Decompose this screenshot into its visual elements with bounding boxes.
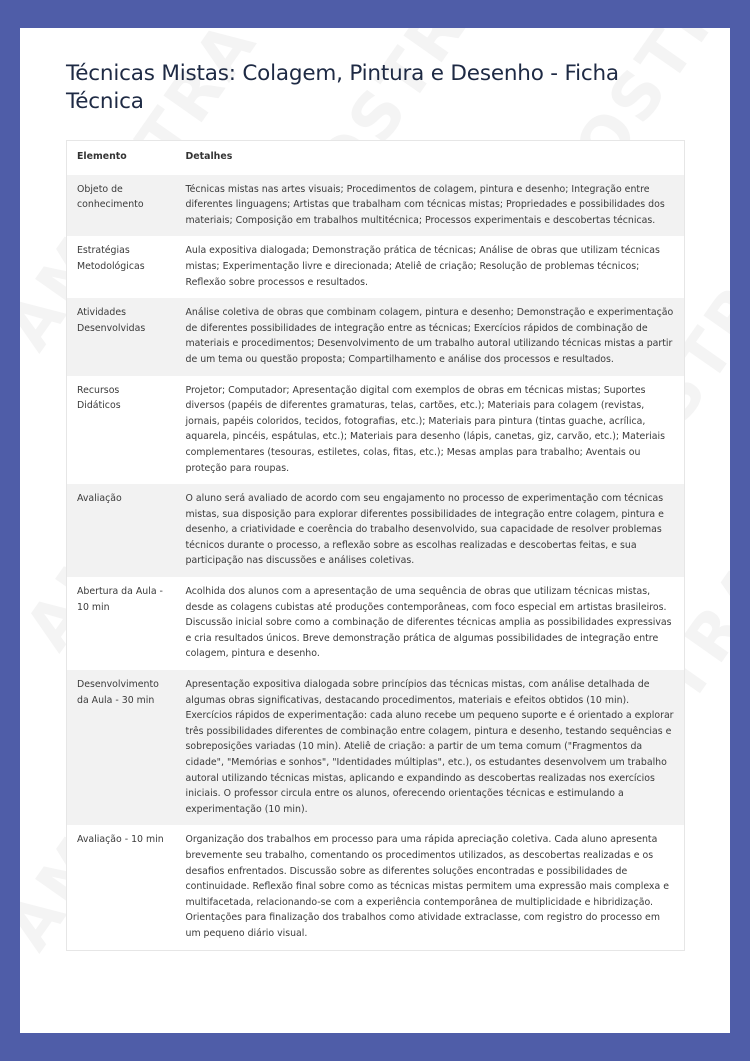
- row-details: Apresentação expositiva dialogada sobre princípios das técnicas mistas, com análise detalhada de algumas obras significativas, destacando procedimentos, materiais e efeitos obtidos (10 min). Exercícios rápidos de experimentação: cada aluno recebe um pequeno suporte e é orientado a explorar três possibilidades diferentes de combinação entre colagem, pintura e desenho, testando sequências e sobreposições variadas (10 min). Ateliê de criação: a partir de um tema comum ("Fragmentos da cidade", "Memórias e sonhos", "Identidades múltiplas", etc.), os estudantes desenvolvem um trabalho autoral utilizando técnicas mistas, aplicando e expandindo as descobertas realizadas nos exercícios iniciais. O professor circula entre os alunos, oferecendo orientações técnicas e estimulando a experimentação (10 min).: [176, 670, 685, 825]
- row-details: Aula expositiva dialogada; Demonstração prática de técnicas; Análise de obras que utilizam técnicas mistas; Experimentação livre e direcionada; Ateliê de criação; Resolução de problemas técnicos; Reflexão sobre processos e resultados.: [176, 236, 685, 298]
- row-details: Organização dos trabalhos em processo para uma rápida apreciação coletiva. Cada aluno apresenta brevemente seu trabalho, comentando os procedimentos utilizados, as descobertas realizadas e os desafios enfrentados. Discussão sobre as diferentes soluções encontradas e possibilidades de continuidade. Reflexão final sobre como as técnicas mistas permitem uma expressão mais complexa e multifacetada, relacionando-se com a experiência contemporânea de multiplicidade e hibridização. Orientações para finalização dos trabalhos como atividade extraclasse, com registro do processo em um pequeno diário visual.: [176, 825, 685, 950]
- row-label: Abertura da Aula - 10 min: [67, 577, 176, 670]
- row-details: Projetor; Computador; Apresentação digital com exemplos de obras em técnicas mistas; Suportes diversos (papéis de diferentes gramaturas, telas, cartões, etc.); Materiais para colagem (revistas, jornais, papéis coloridos, tecidos, fotografias, etc.); Materiais para pintura (tintas guache, acrílica, aquarela, pincéis, espátulas, etc.); Materiais para desenho (lápis, canetas, giz, carvão, etc.); Materiais complementares (tesouras, estiletes, colas, fitas, etc.); Mesas amplas para trabalho; Aventais ou proteção para roupas.: [176, 376, 685, 485]
- column-header-elemento: Elemento: [67, 141, 176, 175]
- table-row: [67, 298, 685, 375]
- document-page: [20, 28, 730, 1033]
- row-details: Acolhida dos alunos com a apresentação de uma sequência de obras que utilizam técnicas mistas, desde as colagens cubistas até produções contemporâneas, com foco especial em artistas brasileiros. Discussão inicial sobre como a combinação de diferentes técnicas amplia as possibilidades expressivas e cria resultados únicos. Breve demonstração prática de algumas possibilidades de integração entre colagem, pintura e desenho.: [176, 577, 685, 670]
- row-label: Estratégias Metodológicas: [67, 236, 176, 298]
- row-label: Objeto de conhecimento: [67, 175, 176, 237]
- table-row: [67, 577, 685, 670]
- table-header-row: [67, 141, 685, 175]
- table-row: [67, 175, 685, 237]
- page-title: Técnicas Mistas: Colagem, Pintura e Desenho - Ficha Técnica: [66, 61, 619, 114]
- table-row: [67, 825, 685, 950]
- row-label: Atividades Desenvolvidas: [67, 298, 176, 375]
- row-details: Técnicas mistas nas artes visuais; Procedimentos de colagem, pintura e desenho; Integração entre diferentes linguagens; Artistas que trabalham com técnicas mistas; Propriedades e possibilidades dos materiais; Composição em trabalhos multitécnica; Processos experimentais e descobertas técnicas.: [176, 175, 685, 237]
- row-label: Recursos Didáticos: [67, 376, 176, 485]
- row-label: Desenvolvimento da Aula - 30 min: [67, 670, 176, 825]
- table-row: [67, 670, 685, 825]
- column-header-detalhes: Detalhes: [176, 141, 685, 175]
- table-row: [67, 236, 685, 298]
- table-row: [67, 376, 685, 485]
- row-label: Avaliação - 10 min: [67, 825, 176, 950]
- ficha-table: [66, 140, 685, 951]
- table-row: [67, 484, 685, 577]
- row-label: Avaliação: [67, 484, 176, 577]
- row-details: Análise coletiva de obras que combinam colagem, pintura e desenho; Demonstração e experimentação de diferentes possibilidades de integração entre as técnicas; Exercícios rápidos de combinação de materiais e procedimentos; Desenvolvimento de um trabalho autoral utilizando técnicas mistas a partir de um tema ou questão proposta; Compartilhamento e análise dos processos e resultados.: [176, 298, 685, 375]
- row-details: O aluno será avaliado de acordo com seu engajamento no processo de experimentação com técnicas mistas, sua disposição para explorar diferentes possibilidades de integração entre colagem, pintura e desenho, a criatividade e coerência do trabalho desenvolvido, sua capacidade de resolver problemas técnicos durante o processo, a reflexão sobre as escolhas realizadas e descobertas feitas, e sua participação nas discussões e análises coletivas.: [176, 484, 685, 577]
